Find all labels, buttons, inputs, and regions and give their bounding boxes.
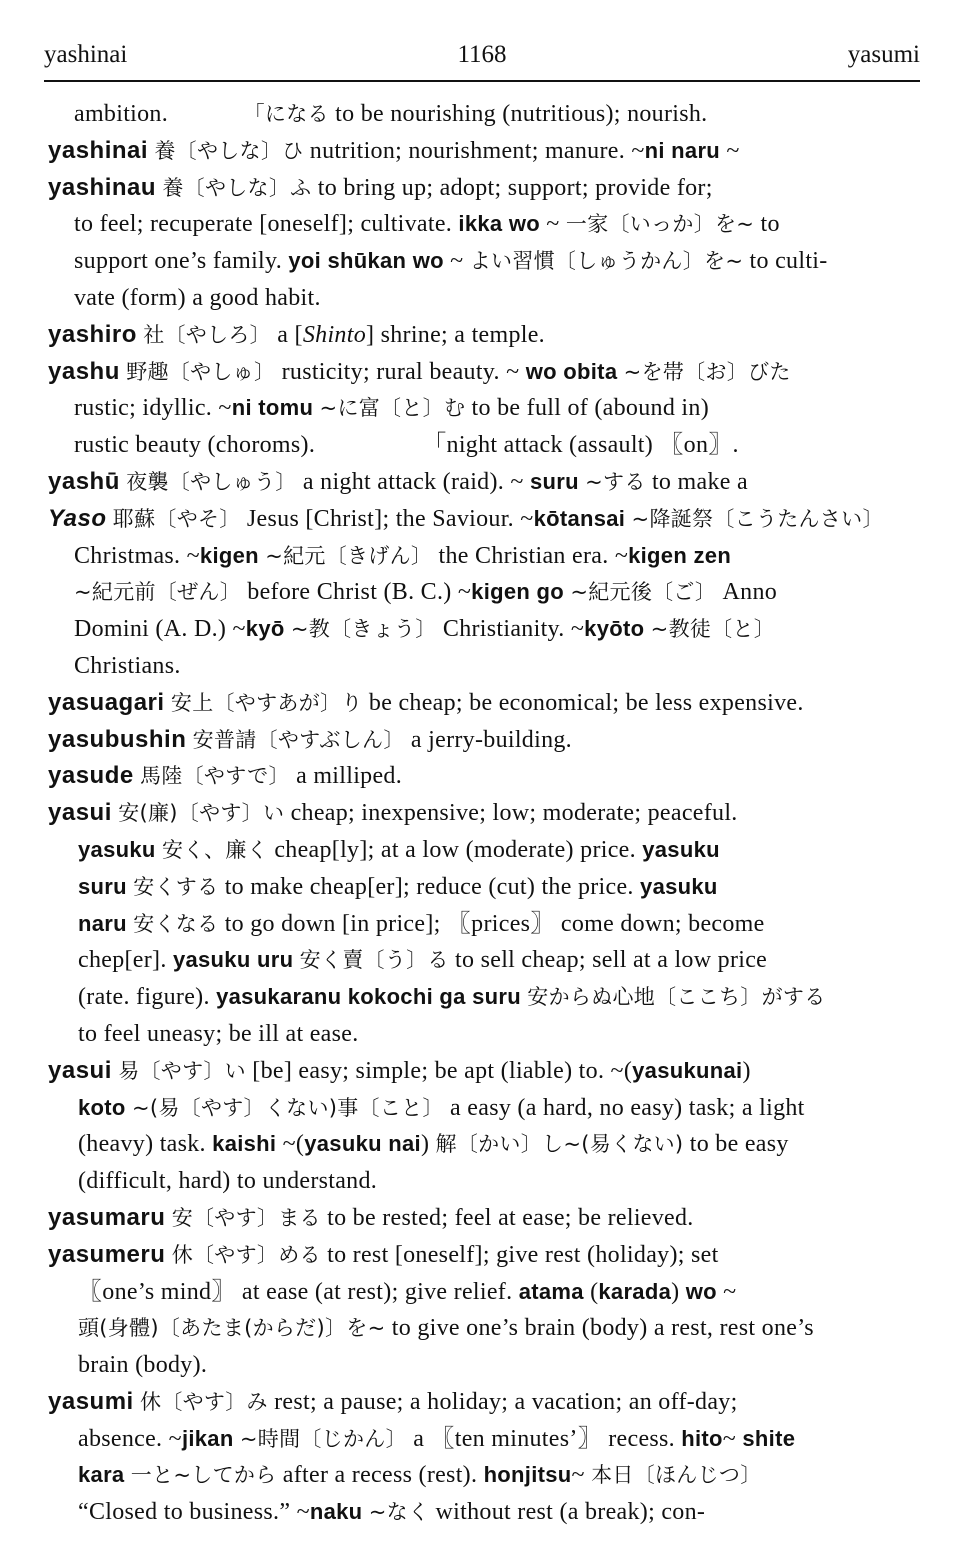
japanese-text: よい習慣〔しゅうかん〕を~ [469, 249, 744, 274]
japanese-text: ~紀元〔きげん〕 [265, 543, 433, 568]
headword: Yaso [48, 504, 107, 532]
entry-line: chep[er]. yasuku uru 安く賣〔う〕る to sell cheap; sell at a low price [78, 947, 768, 974]
entry-line: yashinai 養〔やしな〕ひ nutrition; nourishment; manure. ~ni naru ~ [48, 136, 740, 164]
japanese-text: 安普請〔やすぶしん〕 [192, 727, 405, 752]
japanese-text: 安からぬ心地〔ここち〕がする [527, 985, 826, 1010]
japanese-text: 安上〔やすあが〕り [170, 690, 363, 715]
japanese-text: 安〔やす〕まる [171, 1205, 321, 1230]
entry-line: (heavy) task. kaishi ~(yasuku nai) 解〔かい〕し~(易くない) to be easy [78, 1131, 789, 1158]
romaji-phrase: yoi shūkan wo [288, 248, 444, 274]
romaji-phrase: yasukunai [632, 1057, 743, 1083]
japanese-text: 安く、廉く [161, 837, 269, 862]
page-header [44, 38, 920, 72]
romaji-phrase: yasuku [642, 836, 720, 862]
entry-line: Christians. [74, 652, 181, 679]
headword: yashinau [48, 173, 157, 201]
entry-line: yasumaru 安〔やす〕まる to be rested; feel at ease; be relieved. [48, 1203, 694, 1231]
entry-line: kara 一と~してから after a recess (rest). honjitsu~ 本日〔ほんじつ〕 [78, 1462, 762, 1489]
entry-line: brain (body). [78, 1352, 208, 1379]
japanese-text: ~に富〔と〕む [319, 396, 466, 421]
romaji-phrase: wo [685, 1278, 717, 1304]
entry-line: suru 安くする to make cheap[er]; reduce (cut) the price. yasuku [78, 873, 718, 900]
romaji-phrase: koto [78, 1094, 126, 1120]
japanese-text: ~紀元後〔ご〕 [570, 580, 717, 605]
header-left-guide-word: yashinai [44, 41, 128, 68]
japanese-text: 野趣〔やしゅ〕 [126, 359, 276, 384]
headword: yasui [48, 799, 112, 827]
header-right-guide-word: yasumi [847, 41, 920, 68]
japanese-text: 安く賣〔う〕る [299, 948, 449, 973]
romaji-phrase: kigen [199, 542, 259, 568]
headword: yasubushin [48, 725, 187, 753]
romaji-phrase: kyōto [584, 616, 645, 642]
japanese-text: 易〔やす〕い [118, 1058, 246, 1083]
romaji-phrase: ikka wo [458, 211, 540, 237]
japanese-text: ~する [585, 469, 646, 494]
romaji-phrase: naku [309, 1499, 363, 1525]
entry-line: yasumeru 休〔やす〕める to rest [oneself]; give rest (holiday); set [48, 1240, 719, 1268]
romaji-phrase: karada [598, 1278, 672, 1304]
page-number: 1168 [457, 41, 507, 68]
entry-line: to feel; recuperate [oneself]; cultivate. ikka wo ~ 一家〔いっか〕を~ to [74, 211, 780, 238]
entry-line: yasui 易〔やす〕い [be] easy; simple; be apt (liable) to. ~(yasukunai) [48, 1056, 751, 1084]
entry-line: (difficult, hard) to understand. [78, 1168, 378, 1195]
japanese-text: ~なく [368, 1500, 430, 1525]
japanese-text: 養〔やしな〕ふ [162, 175, 312, 200]
romaji-phrase: honjitsu [483, 1462, 572, 1488]
entry-line: yasubushin 安普請〔やすぶしん〕 a jerry-building. [48, 725, 572, 753]
entry-line: yasumi 休〔やす〕み rest; a pause; a holiday; a vacation; an off-day; [48, 1387, 738, 1415]
japanese-text: 社〔やしろ〕 [143, 322, 271, 347]
japanese-text: ~紀元前〔ぜん〕 [74, 580, 241, 605]
entry-line: yasuagari 安上〔やすあが〕り be cheap; be economical; be less expensive. [48, 688, 804, 716]
entry-line: rustic; idyllic. ~ni tomu ~に富〔と〕む to be full of (abound in) [74, 395, 709, 422]
romaji-phrase: wo obita [525, 358, 618, 384]
entry-line: rustic beauty (choroms). 「night attack (assault) 〖on〗. [74, 432, 739, 459]
headword: yasui [48, 1056, 112, 1084]
romaji-phrase: yasuku nai [304, 1131, 421, 1157]
japanese-text: 休〔やす〕める [171, 1242, 321, 1267]
romaji-phrase: yasuku [78, 836, 156, 862]
japanese-text: 頭(身體)〔あたま(からだ)〕を~ [78, 1316, 386, 1341]
entry-line: absence. ~jikan ~時間〔じかん〕 a 〖ten minutes’〗 recess. hito~ shite [78, 1425, 796, 1452]
entry-line: Domini (A. D.) ~kyō ~教〔きょう〕 Christianity. ~kyōto ~教徒〔と〕 [74, 616, 776, 643]
japanese-text: 馬陸〔やすで〕 [140, 764, 290, 789]
entry-line: yashiro 社〔やしろ〕 a [Shinto] shrine; a temple. [48, 320, 545, 348]
headword: yashu [48, 357, 120, 385]
headword: yashinai [48, 136, 149, 164]
entry-line: yashū 夜襲〔やしゅう〕 a night attack (raid). ~ suru ~する to make a [48, 467, 748, 495]
romaji-phrase: jikan [181, 1425, 234, 1451]
romaji-phrase: kōtansai [533, 505, 626, 531]
romaji-phrase: ni naru [644, 137, 721, 163]
japanese-text: ~時間〔じかん〕 [239, 1426, 407, 1451]
entry-line: yashinau 養〔やしな〕ふ to bring up; adopt; support; provide for; [48, 173, 713, 201]
japanese-text: ~を帯〔お〕びた [623, 359, 791, 384]
romaji-phrase: atama [518, 1278, 584, 1304]
romaji-phrase: kara [78, 1462, 125, 1488]
entry-line: (rate. figure). yasukaranu kokochi ga suru 安からぬ心地〔ここち〕がする [78, 984, 826, 1011]
japanese-text: 夜襲〔やしゅう〕 [126, 469, 297, 494]
headword: yasude [48, 762, 134, 790]
entry-line: support one’s family. yoi shūkan wo ~ よい習慣〔しゅうかん〕を~ to culti- [74, 248, 828, 275]
entry-line: “Closed to business.” ~naku ~なく without rest (a break); con- [78, 1499, 706, 1526]
romaji-phrase: yasuku uru [172, 947, 294, 973]
headword: yasumaru [48, 1203, 166, 1231]
entry-line: Yaso 耶蘇〔やそ〕 Jesus [Christ]; the Saviour. ~kōtansai ~降誕祭〔こうたんさい〕 [48, 504, 884, 532]
entry-line: vate (form) a good habit. [74, 284, 321, 311]
romaji-phrase: kyō [245, 616, 285, 642]
japanese-text: 一家〔いっか〕を~ [565, 212, 755, 237]
japanese-text: 安くする [133, 874, 219, 899]
entry-line: ambition. 「になる to be nourishing (nutritious); nourish. [74, 101, 708, 127]
romaji-phrase: hito [681, 1425, 723, 1451]
japanese-text: ~教徒〔と〕 [650, 617, 776, 642]
romaji-phrase: kigen go [471, 579, 565, 605]
japanese-text: ~(易〔やす〕くない)事〔こと〕 [131, 1095, 444, 1120]
entry-line: yasui 安(廉)〔やす〕い cheap; inexpensive; low; moderate; peaceful. [48, 799, 738, 827]
headword: yasumeru [48, 1240, 166, 1268]
romaji-phrase: shite [742, 1425, 796, 1451]
headword: yasuagari [48, 688, 165, 716]
entry-line: yasude 馬陸〔やすで〕 a milliped. [48, 762, 403, 790]
dictionary-entries [48, 96, 924, 1531]
japanese-text: ~降誕祭〔こうたんさい〕 [631, 506, 884, 531]
japanese-text: 安くなる [133, 911, 219, 936]
japanese-text: 本日〔ほんじつ〕 [591, 1463, 762, 1488]
japanese-text: 解〔かい〕し~(易くない) [435, 1132, 684, 1157]
entry-line: 頭(身體)〔あたま(からだ)〕を~ to give one’s brain (body) a rest, rest one’s [78, 1315, 814, 1342]
entry-line: to feel uneasy; be ill at ease. [78, 1020, 359, 1047]
romaji-phrase: kigen zen [628, 542, 732, 568]
romaji-phrase: suru [78, 873, 127, 899]
entry-line: yasuku 安く、廉く cheap[ly]; at a low (moderate) price. yasuku [78, 836, 720, 863]
entry-line: 〖one’s mind〗 at ease (at rest); give relief. atama (karada) wo ~ [78, 1278, 737, 1305]
japanese-text: 「になる [243, 102, 329, 126]
japanese-text: 休〔やす〕み [140, 1389, 268, 1414]
romaji-phrase: yasuku [640, 873, 718, 899]
header-rule [44, 80, 920, 82]
japanese-text: 安(廉)〔やす〕い [118, 801, 285, 826]
romaji-phrase: suru [529, 468, 579, 494]
headword: yasumi [48, 1387, 134, 1415]
japanese-text: ~教〔きょう〕 [290, 617, 437, 642]
entry-line: koto ~(易〔やす〕くない)事〔こと〕 a easy (a hard, no easy) task; a light [78, 1094, 805, 1121]
entry-line: Christmas. ~kigen ~紀元〔きげん〕 the Christian era. ~kigen zen [74, 542, 732, 569]
romaji-phrase: naru [78, 910, 127, 936]
romaji-phrase: kaishi [212, 1131, 277, 1157]
japanese-text: 養〔やしな〕ひ [154, 138, 304, 163]
entry-line: ~紀元前〔ぜん〕 before Christ (B. C.) ~kigen go ~紀元後〔ご〕 Anno [74, 579, 778, 606]
headword: yashū [48, 467, 120, 495]
japanese-text: 耶蘇〔やそ〕 [112, 506, 241, 531]
entry-line: naru 安くなる to go down [in price]; 〖prices〗 come down; become [78, 910, 765, 937]
headword: yashiro [48, 320, 137, 348]
entry-line: yashu 野趣〔やしゅ〕 rusticity; rural beauty. ~ wo obita ~を帯〔お〕びた [48, 357, 791, 385]
japanese-text: 一と~してから [130, 1463, 277, 1488]
romaji-phrase: yasukaranu kokochi ga suru [216, 984, 521, 1010]
romaji-phrase: ni tomu [231, 395, 314, 421]
